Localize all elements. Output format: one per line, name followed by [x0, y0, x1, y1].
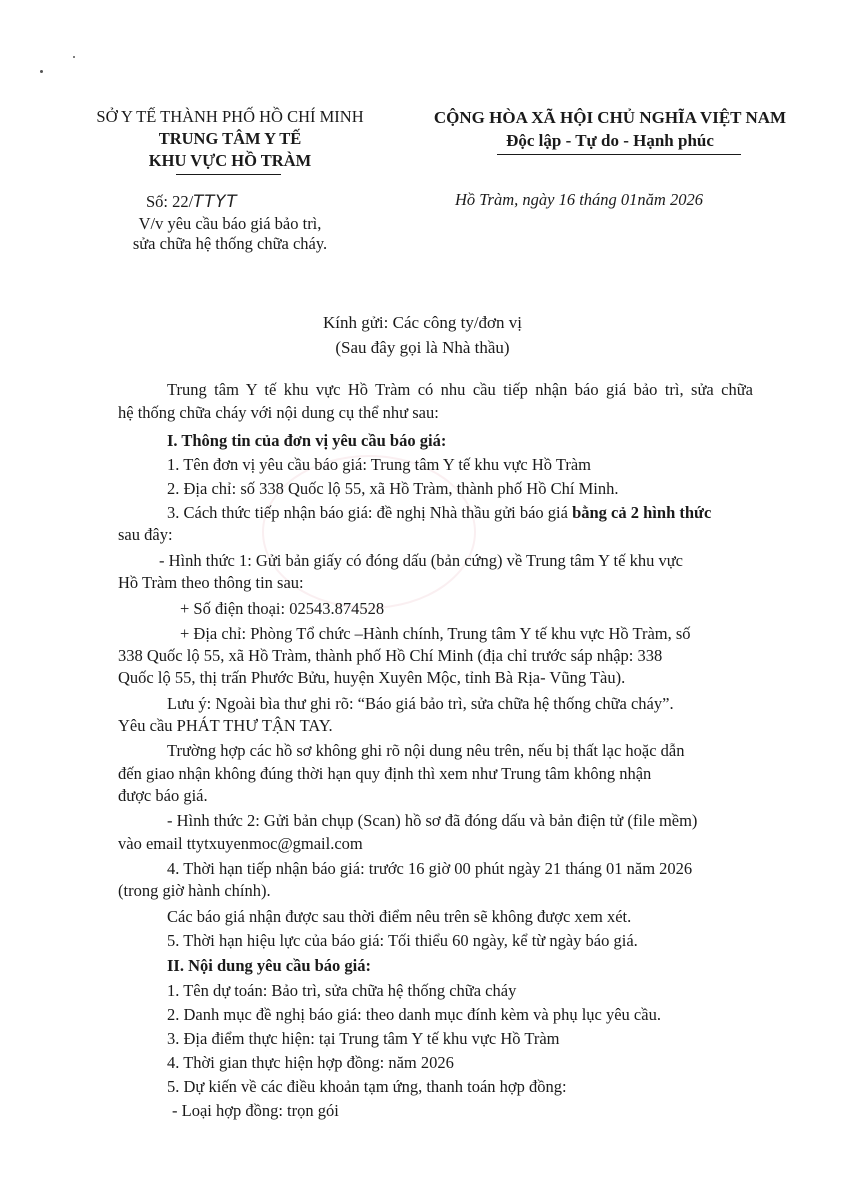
contact-phone: + Số điện thoại: 02543.874528 — [180, 599, 385, 618]
loss-case-line-3: được báo giá. — [118, 786, 208, 805]
section-1-item-3 — [167, 503, 711, 523]
form-2-email-line: vào email ttytxuyenmoc@gmail.com — [118, 834, 363, 853]
contact-address-line-3: Quốc lộ 55, thị trấn Phước Bửu, huyện Xuyên Mộc, tỉnh Bà Rịa- Vũng Tàu). — [118, 668, 626, 687]
document-number-label: Số: 22/ — [146, 192, 194, 211]
section-2-title: II. Nội dung yêu cầu báo giá: — [167, 956, 372, 975]
greeting — [0, 310, 845, 360]
greeting-note: (Sau đây gọi là Nhà thầu) — [335, 338, 510, 357]
loss-case-line-2: đến giao nhận không đúng thời hạn quy định thì xem như Trung tâm không nhận — [118, 764, 652, 783]
section-1-title: I. Thông tin của đơn vị yêu cầu báo giá: — [167, 431, 447, 450]
form-1-line-2: Hồ Tràm theo thông tin sau: — [118, 573, 304, 592]
envelope-note-line-2: Yêu cầu PHÁT THƯ TẬN TAY. — [118, 716, 333, 735]
section-1-item-1: 1. Tên đơn vị yêu cầu báo giá: Trung tâm Y tế khu vực Hồ Tràm — [167, 455, 592, 474]
issuer-underline — [176, 174, 281, 175]
subject-line-2: sửa chữa hệ thống chữa cháy. — [132, 234, 328, 253]
form-2-line-1: - Hình thức 2: Gửi bản chụp (Scan) hồ sơ đã đóng dấu và bản điện tử (file mềm) — [167, 811, 698, 830]
section-2-item-2: 2. Danh mục đề nghị báo giá: theo danh mục đính kèm và phụ lục yêu cầu. — [167, 1005, 661, 1024]
subject-line-1: V/v yêu cầu báo giá bảo trì, — [138, 214, 322, 233]
section-2-item-4: 4. Thời gian thực hiện hợp đồng: năm 2026 — [167, 1053, 454, 1072]
section-2-item-3: 3. Địa điểm thực hiện: tại Trung tâm Y tế khu vực Hồ Tràm — [167, 1029, 560, 1048]
section-1-item-4-cont: (trong giờ hành chính). — [118, 881, 271, 900]
section-1-item-2: 2. Địa chỉ: số 338 Quốc lộ 55, xã Hồ Tràm, thành phố Hồ Chí Minh. — [167, 479, 619, 498]
section-1-item-3-cont: sau đây: — [118, 525, 173, 544]
envelope-note-line-1: Lưu ý: Ngoài bìa thư ghi rõ: “Báo giá bảo trì, sửa chữa hệ thống chữa cháy”. — [167, 694, 674, 713]
section-1-item-4: 4. Thời hạn tiếp nhận báo giá: trước 16 giờ 00 phút ngày 21 tháng 01 năm 2026 — [167, 859, 693, 878]
section-1-item-3-emphasis: bằng cả 2 hình thức — [572, 503, 712, 522]
motto-underline — [497, 154, 741, 155]
loss-case-line-1: Trường hợp các hồ sơ không ghi rõ nội dung nêu trên, nếu bị thất lạc hoặc dẫn — [167, 741, 685, 760]
issuer-block — [70, 106, 390, 172]
section-1-item-3-text: 3. Cách thức tiếp nhận báo giá: đề nghị Nhà thầu gửi báo giá — [167, 503, 573, 522]
issuer-parent-agency: SỞ Y TẾ THÀNH PHỐ HỒ CHÍ MINH — [96, 107, 364, 126]
section-2-item-1: 1. Tên dự toán: Bảo trì, sửa chữa hệ thống chữa cháy — [167, 981, 517, 1000]
document-number-handwritten: TTYT — [193, 192, 238, 211]
subject-block — [70, 214, 390, 254]
greeting-recipient: Kính gửi: Các công ty/đơn vị — [322, 313, 523, 332]
form-1-line-1: - Hình thức 1: Gửi bản giấy có đóng dấu (bản cứng) về Trung tâm Y tế khu vực — [159, 551, 683, 570]
intro-line-1: Trung tâm Y tế khu vực Hồ Tràm có nhu cầu tiếp nhận báo giá bảo trì, sửa chữa — [167, 380, 753, 399]
national-motto-block — [400, 106, 820, 152]
place-date: Hồ Tràm, ngày 16 tháng 01năm 2026 — [455, 190, 703, 209]
issuer-name: TRUNG TÂM Y TẾ — [158, 129, 302, 148]
country-name: CỘNG HÒA XÃ HỘI CHỦ NGHĨA VIỆT NAM — [433, 108, 787, 127]
contract-type: - Loại hợp đồng: trọn gói — [172, 1101, 339, 1120]
section-1-item-5: 5. Thời hạn hiệu lực của báo giá: Tối thiểu 60 ngày, kể từ ngày báo giá. — [167, 931, 638, 950]
document-number — [146, 192, 238, 212]
intro-line-2: hệ thống chữa cháy với nội dung cụ thể như sau: — [118, 403, 439, 422]
scan-speck — [40, 70, 43, 73]
scan-speck — [73, 56, 75, 58]
late-submission-note: Các báo giá nhận được sau thời điểm nêu trên sẽ không được xem xét. — [167, 907, 632, 926]
contact-address-line-2: 338 Quốc lộ 55, xã Hồ Tràm, thành phố Hồ Chí Minh (địa chỉ trước sáp nhập: 338 — [118, 646, 663, 665]
section-2-item-5: 5. Dự kiến về các điều khoản tạm ứng, thanh toán hợp đồng: — [167, 1077, 567, 1096]
national-motto: Độc lập - Tự do - Hạnh phúc — [506, 131, 714, 150]
issuer-region: KHU VỰC HỒ TRÀM — [148, 151, 312, 170]
contact-address-line-1: + Địa chỉ: Phòng Tổ chức –Hành chính, Trung tâm Y tế khu vực Hồ Tràm, số — [180, 624, 691, 643]
